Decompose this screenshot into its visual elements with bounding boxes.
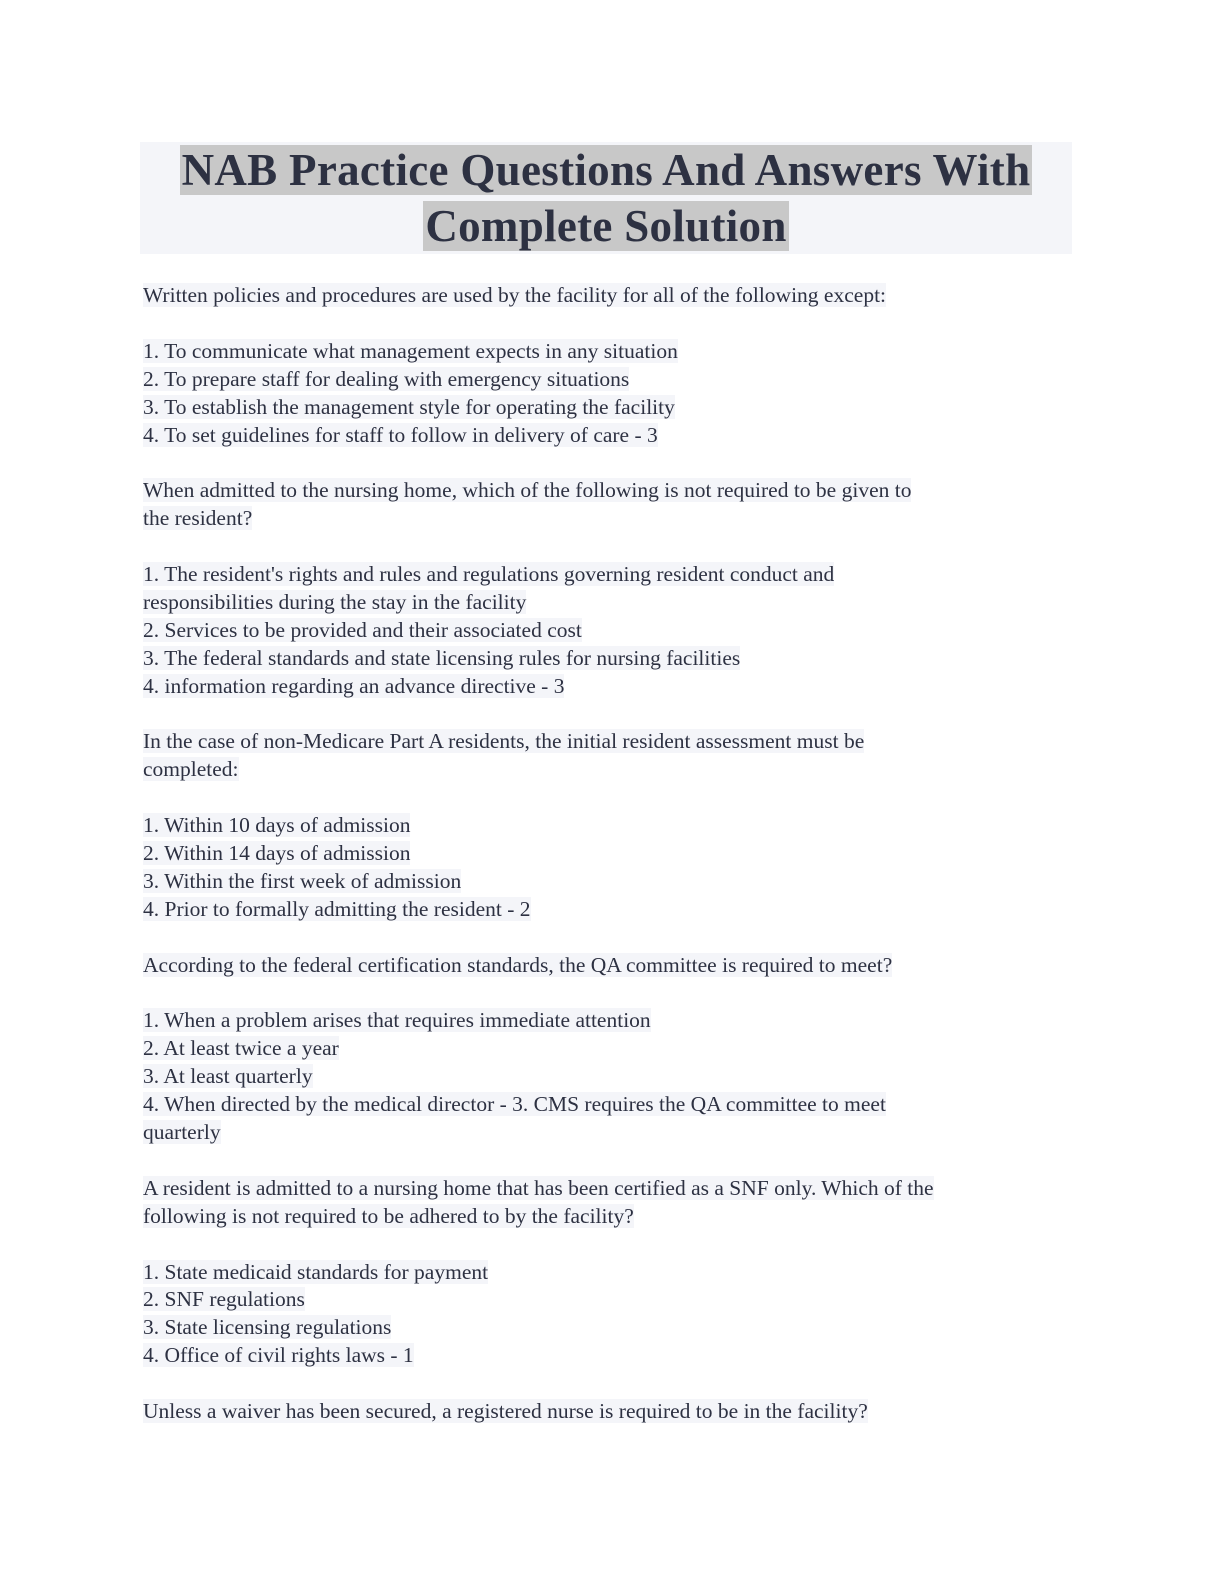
option-line: 2. Services to be provided and their associated cost [143, 617, 582, 642]
question-line: completed: [143, 757, 239, 782]
option-line: 1. To communicate what management expects in any situation [143, 338, 678, 363]
option-line: 4. When directed by the medical director - 3. CMS requires the QA committee to meet [143, 1092, 886, 1117]
option-line: 3. At least quarterly [143, 1064, 313, 1089]
option-line: 3. State licensing regulations [143, 1315, 392, 1340]
question-line: According to the federal certification standards, the QA committee is required to meet? [143, 952, 893, 977]
question-line: A resident is admitted to a nursing home that has been certified as a SNF only. Which of the [143, 1175, 934, 1200]
option-line: 4. information regarding an advance directive - 3 [143, 673, 565, 698]
title-line-1: NAB Practice Questions And Answers With [181, 145, 1031, 195]
document-body [143, 282, 1083, 1454]
question-text [143, 282, 1083, 310]
question-text [143, 1175, 1083, 1231]
answer-options [143, 338, 1083, 450]
answer-options [143, 812, 1083, 924]
question-text [143, 952, 1083, 980]
option-line: 2. SNF regulations [143, 1287, 305, 1312]
option-line: 1. State medicaid standards for payment [143, 1259, 489, 1284]
question-line: the resident? [143, 506, 253, 531]
answer-options [143, 1259, 1083, 1371]
document-title [140, 142, 1072, 254]
question-line: Unless a waiver has been secured, a registered nurse is required to be in the facility? [143, 1399, 868, 1424]
option-line: quarterly [143, 1120, 221, 1145]
question-line: Written policies and procedures are used by the facility for all of the following except: [143, 283, 887, 307]
option-line: 2. At least twice a year [143, 1036, 339, 1061]
option-line: 4. Office of civil rights laws - 1 [143, 1343, 414, 1368]
option-line: 4. To set guidelines for staff to follow in delivery of care - 3 [143, 422, 658, 447]
question-line: In the case of non-Medicare Part A residents, the initial resident assessment must be [143, 729, 865, 754]
title-line-2: Complete Solution [425, 201, 787, 251]
question-text [143, 477, 1083, 533]
option-line: 1. Within 10 days of admission [143, 813, 411, 838]
option-line: 2. Within 14 days of admission [143, 841, 411, 866]
option-line: 1. The resident's rights and rules and regulations governing resident conduct and [143, 562, 835, 587]
question-text [143, 1398, 1083, 1426]
option-line: 3. Within the first week of admission [143, 868, 462, 893]
question-text [143, 728, 1083, 784]
question-line: When admitted to the nursing home, which of the following is not required to be given to [143, 478, 912, 503]
answer-options [143, 561, 1083, 701]
answer-options [143, 1007, 1083, 1147]
option-line: 1. When a problem arises that requires immediate attention [143, 1008, 651, 1033]
option-line: 4. Prior to formally admitting the resident - 2 [143, 896, 531, 921]
option-line: 3. The federal standards and state licensing rules for nursing facilities [143, 645, 741, 670]
option-line: 2. To prepare staff for dealing with emergency situations [143, 366, 630, 391]
option-line: responsibilities during the stay in the facility [143, 589, 527, 614]
option-line: 3. To establish the management style for operating the facility [143, 394, 675, 419]
question-line: following is not required to be adhered to by the facility? [143, 1203, 634, 1228]
